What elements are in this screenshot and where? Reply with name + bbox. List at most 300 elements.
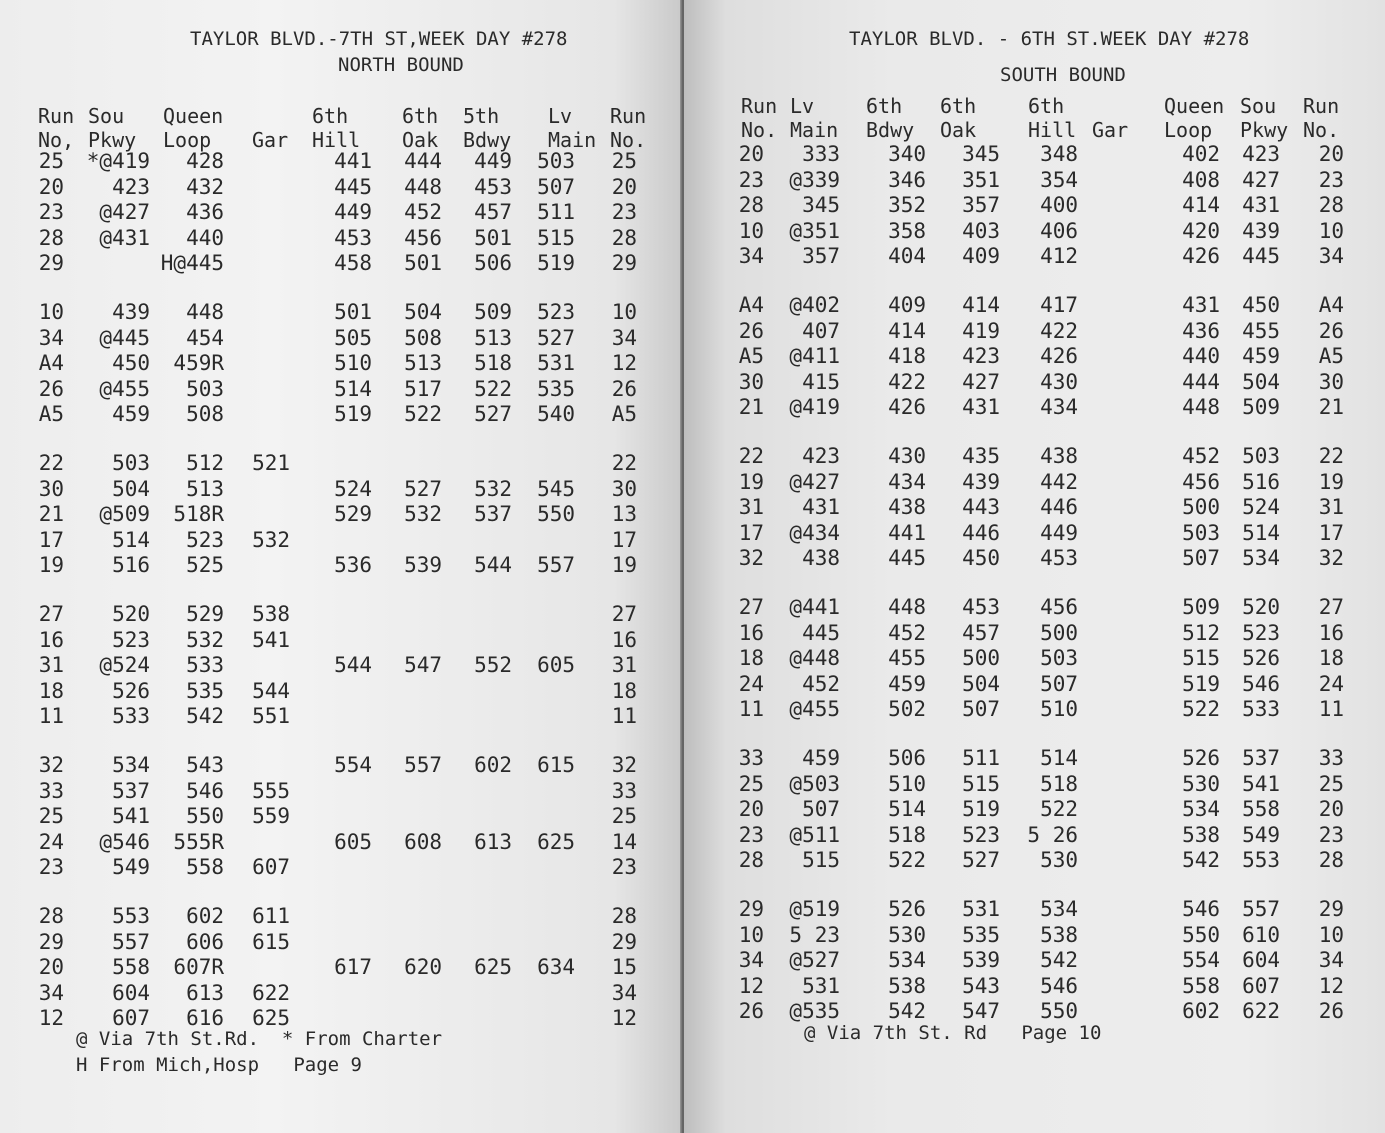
north-cell-col-5: 513 — [404, 351, 442, 375]
south-cell-col-1: @411 — [789, 344, 840, 368]
north-header-col-4-line-1: Hill — [312, 128, 361, 152]
south-cell-col-0: 25 — [738, 771, 764, 796]
south-cell-col-0: 17 — [738, 520, 764, 545]
north-cell-col-2: 436 — [186, 200, 224, 224]
south-cell-col-2: 352 — [888, 193, 926, 217]
south-cell-col-0: 18 — [738, 646, 764, 670]
north-cell-col-3: 532 — [252, 527, 290, 552]
north-cell-col-4: 554 — [334, 753, 372, 777]
north-cell-col-3: 611 — [252, 904, 290, 928]
south-cell-col-7: 553 — [1242, 848, 1280, 872]
north-cell-col-5: 527 — [404, 476, 442, 501]
south-cell-col-3: 435 — [962, 444, 1000, 468]
south-cell-col-6: 440 — [1182, 344, 1220, 368]
south-cell-col-3: 357 — [962, 193, 1000, 217]
south-cell-col-7: 537 — [1242, 746, 1280, 770]
south-cell-col-8: 19 — [1318, 469, 1344, 494]
south-title: TAYLOR BLVD. - 6TH ST.WEEK DAY #278 — [849, 28, 1250, 50]
north-cell-col-0: A4 — [38, 351, 64, 375]
north-cell-col-5: 501 — [404, 251, 442, 275]
north-header-col-1-line-0: Sou — [88, 104, 125, 128]
south-cell-col-3: 403 — [962, 218, 1000, 243]
south-cell-col-8: 23 — [1318, 167, 1344, 192]
north-cell-col-2: 525 — [186, 553, 224, 577]
north-cell-col-2: 503 — [186, 376, 224, 401]
north-cell-col-6: 518 — [474, 351, 512, 375]
south-header-col-2-line-1: Bdwy — [866, 118, 915, 142]
north-cell-col-0: 29 — [38, 251, 64, 275]
north-cell-col-7: 557 — [537, 553, 575, 577]
south-cell-col-8: 16 — [1318, 620, 1344, 645]
south-cell-col-6: 534 — [1182, 797, 1220, 821]
south-cell-col-2: 502 — [888, 697, 926, 721]
south-cell-col-1: @427 — [789, 469, 840, 494]
south-cell-col-2: 522 — [888, 848, 926, 872]
north-cell-col-4: 510 — [334, 351, 372, 375]
north-cell-col-8: 12 — [611, 1006, 637, 1030]
south-cell-col-1: 531 — [802, 973, 840, 998]
north-header-col-4-line-0: 6th — [312, 104, 349, 128]
north-cell-col-8: 31 — [611, 653, 637, 677]
south-cell-col-6: 436 — [1182, 318, 1220, 343]
north-cell-col-1: 557 — [112, 929, 150, 954]
north-cell-col-2: 555R — [173, 829, 224, 854]
south-cell-col-2: 514 — [888, 797, 926, 821]
south-cell-col-6: 426 — [1182, 244, 1220, 268]
south-cell-col-3: 527 — [962, 848, 1000, 872]
south-cell-col-2: 430 — [888, 444, 926, 468]
south-cell-col-6: 452 — [1182, 444, 1220, 468]
south-cell-col-7: 504 — [1242, 369, 1280, 394]
north-cell-col-0: 32 — [38, 753, 64, 777]
north-cell-col-1: 607 — [112, 1006, 150, 1030]
north-cell-col-7: 531 — [537, 351, 575, 375]
north-cell-col-2: 440 — [186, 225, 224, 250]
north-cell-col-4: 449 — [334, 200, 372, 224]
south-cell-col-8: 27 — [1318, 595, 1344, 619]
south-cell-col-8: 31 — [1318, 495, 1344, 519]
south-cell-col-3: 431 — [962, 395, 1000, 419]
south-cell-col-0: 30 — [738, 369, 764, 394]
south-cell-col-1: @519 — [789, 897, 840, 921]
north-cell-col-5: 508 — [404, 325, 442, 350]
south-cell-col-4: 434 — [1040, 395, 1078, 419]
south-cell-col-4: 530 — [1040, 848, 1078, 872]
south-cell-col-8: 22 — [1318, 444, 1344, 468]
south-cell-col-1: @535 — [789, 999, 840, 1023]
south-cell-col-7: 604 — [1242, 948, 1280, 972]
north-cell-col-0: 22 — [38, 451, 64, 475]
north-cell-col-0: 24 — [38, 829, 64, 854]
north-cell-col-5: 532 — [404, 502, 442, 526]
south-cell-col-2: 438 — [888, 495, 926, 519]
south-cell-col-7: 607 — [1242, 973, 1280, 998]
south-bound-page — [684, 0, 1385, 1133]
north-cell-col-1: 439 — [112, 300, 150, 324]
south-cell-col-6: 542 — [1182, 848, 1220, 872]
north-cell-col-1: 503 — [112, 451, 150, 475]
south-cell-col-4: 546 — [1040, 973, 1078, 998]
north-cell-col-8: 20 — [611, 174, 637, 199]
south-cell-col-6: 408 — [1182, 167, 1220, 192]
south-cell-col-4: 542 — [1040, 948, 1078, 972]
north-header-col-2-line-0: Queen — [163, 104, 224, 128]
south-cell-col-7: 546 — [1242, 671, 1280, 696]
north-cell-col-4: 605 — [334, 829, 372, 854]
south-cell-col-4: 348 — [1040, 142, 1078, 166]
north-cell-col-8: 29 — [611, 251, 637, 275]
south-header-col-1-line-0: Lv — [790, 94, 815, 118]
south-cell-col-7: 423 — [1242, 142, 1280, 166]
north-cell-col-3: 551 — [252, 704, 290, 728]
north-cell-col-8: 25 — [611, 804, 637, 828]
north-title: TAYLOR BLVD.-7TH ST,WEEK DAY #278 — [190, 28, 568, 50]
south-header-col-5-line-1: Gar — [1092, 118, 1129, 142]
south-cell-col-8: 26 — [1318, 318, 1344, 343]
north-cell-col-6: 453 — [474, 174, 512, 199]
north-cell-col-2: 428 — [186, 149, 224, 173]
south-cell-col-2: 445 — [888, 546, 926, 570]
north-cell-col-6: 537 — [474, 502, 512, 526]
north-cell-col-0: 25 — [38, 804, 64, 828]
north-cell-col-6: 532 — [474, 476, 512, 501]
south-cell-col-6: 444 — [1182, 369, 1220, 394]
south-cell-col-2: 455 — [888, 646, 926, 670]
north-cell-col-1: 537 — [112, 778, 150, 803]
north-cell-col-2: 513 — [186, 476, 224, 501]
north-cell-col-4: 453 — [334, 225, 372, 250]
south-cell-col-1: 507 — [802, 797, 840, 821]
south-cell-col-3: 439 — [962, 469, 1000, 494]
south-header-col-7-line-0: Sou — [1240, 94, 1277, 118]
south-cell-col-0: 12 — [738, 973, 764, 998]
north-cell-col-4: 536 — [334, 553, 372, 577]
south-cell-col-6: 546 — [1182, 897, 1220, 921]
south-cell-col-4: 550 — [1040, 999, 1078, 1023]
north-header-col-2-line-1: Loop — [163, 128, 212, 152]
south-cell-col-6: 550 — [1182, 922, 1220, 947]
north-cell-col-7: 507 — [537, 174, 575, 199]
south-cell-col-0: 28 — [738, 848, 764, 872]
south-cell-col-4: 5 26 — [1027, 822, 1078, 847]
north-cell-col-7: 625 — [537, 829, 575, 854]
south-cell-col-4: 442 — [1040, 469, 1078, 494]
south-cell-col-7: 439 — [1242, 218, 1280, 243]
south-cell-col-1: @339 — [789, 167, 840, 192]
south-cell-col-8: 20 — [1318, 142, 1344, 166]
south-cell-col-6: 526 — [1182, 746, 1220, 770]
north-cell-col-6: 509 — [474, 300, 512, 324]
south-subtitle: SOUTH BOUND — [1000, 64, 1126, 86]
north-cell-col-2: 508 — [186, 402, 224, 426]
north-cell-col-0: 16 — [38, 627, 64, 652]
north-cell-col-5: 517 — [404, 376, 442, 401]
south-cell-col-0: 20 — [738, 142, 764, 166]
south-cell-col-7: 427 — [1242, 167, 1280, 192]
north-cell-col-3: 541 — [252, 627, 290, 652]
north-cell-col-0: 17 — [38, 527, 64, 552]
south-cell-col-2: 534 — [888, 948, 926, 972]
north-cell-col-4: 524 — [334, 476, 372, 501]
north-cell-col-6: 544 — [474, 553, 512, 577]
north-cell-col-8: 28 — [611, 904, 637, 928]
south-cell-col-6: 522 — [1182, 697, 1220, 721]
south-cell-col-1: 515 — [802, 848, 840, 872]
south-cell-col-1: @402 — [789, 293, 840, 317]
south-cell-col-0: 11 — [738, 697, 764, 721]
south-cell-col-8: 17 — [1318, 520, 1344, 545]
south-cell-col-8: 33 — [1318, 746, 1344, 770]
north-cell-col-8: 34 — [611, 325, 637, 350]
south-cell-col-2: 506 — [888, 746, 926, 770]
south-cell-col-0: 20 — [738, 797, 764, 821]
north-cell-col-2: H@445 — [160, 251, 224, 275]
south-cell-col-3: 443 — [962, 495, 1000, 519]
north-cell-col-8: 27 — [611, 602, 637, 626]
south-cell-col-1: @441 — [789, 595, 840, 619]
north-header-col-1-line-1: Pkwy — [88, 128, 137, 152]
south-cell-col-7: 526 — [1242, 646, 1280, 670]
south-cell-col-3: 450 — [962, 546, 1000, 570]
south-cell-col-2: 448 — [888, 595, 926, 619]
south-header-col-8-line-0: Run — [1303, 94, 1340, 118]
north-cell-col-3: 555 — [252, 778, 290, 803]
south-cell-col-2: 538 — [888, 973, 926, 998]
north-cell-col-8: 14 — [611, 829, 637, 854]
north-cell-col-6: 552 — [474, 653, 512, 677]
south-cell-col-3: 414 — [962, 293, 1000, 317]
north-cell-col-1: 516 — [112, 553, 150, 577]
north-cell-col-8: 12 — [611, 351, 637, 375]
south-cell-col-7: 534 — [1242, 546, 1280, 570]
north-cell-col-5: 608 — [404, 829, 442, 854]
north-header-col-5-line-1: Oak — [402, 128, 439, 152]
south-cell-col-8: 34 — [1318, 244, 1344, 268]
north-cell-col-3: 615 — [252, 929, 290, 954]
north-cell-col-1: *@419 — [86, 149, 150, 173]
south-cell-col-4: 510 — [1040, 697, 1078, 721]
south-footnote-1: @ Via 7th St. Rd Page 10 — [804, 1022, 1102, 1044]
south-cell-col-4: 406 — [1040, 218, 1078, 243]
south-cell-col-4: 503 — [1040, 646, 1078, 670]
north-cell-col-2: 616 — [186, 1006, 224, 1030]
north-cell-col-8: 25 — [611, 149, 637, 173]
south-cell-col-4: 412 — [1040, 244, 1078, 268]
north-cell-col-2: 529 — [186, 602, 224, 626]
south-header-col-0-line-0: Run — [741, 94, 778, 118]
south-cell-col-2: 426 — [888, 395, 926, 419]
north-cell-col-4: 519 — [334, 402, 372, 426]
south-cell-col-1: @419 — [789, 395, 840, 419]
south-cell-col-0: 26 — [738, 999, 764, 1023]
north-cell-col-7: 540 — [537, 402, 575, 426]
north-cell-col-1: 504 — [112, 476, 150, 501]
south-cell-col-2: 418 — [888, 344, 926, 368]
south-cell-col-7: 514 — [1242, 520, 1280, 545]
north-cell-col-8: 28 — [611, 225, 637, 250]
north-cell-col-1: 534 — [112, 753, 150, 777]
north-cell-col-4: 458 — [334, 251, 372, 275]
north-cell-col-0: 18 — [38, 678, 64, 703]
south-cell-col-4: 456 — [1040, 595, 1078, 619]
north-cell-col-3: 521 — [252, 451, 290, 475]
north-cell-col-8: 19 — [611, 553, 637, 577]
north-cell-col-4: 445 — [334, 174, 372, 199]
south-cell-col-2: 452 — [888, 620, 926, 645]
north-cell-col-2: 523 — [186, 527, 224, 552]
north-cell-col-5: 452 — [404, 200, 442, 224]
north-cell-col-6: 527 — [474, 402, 512, 426]
north-cell-col-0: 11 — [38, 704, 64, 728]
south-cell-col-3: 351 — [962, 167, 1000, 192]
south-cell-col-4: 514 — [1040, 746, 1078, 770]
south-cell-col-3: 423 — [962, 344, 1000, 368]
north-cell-col-8: 22 — [611, 451, 637, 475]
south-cell-col-6: 431 — [1182, 293, 1220, 317]
north-cell-col-8: 16 — [611, 627, 637, 652]
south-cell-col-2: 518 — [888, 822, 926, 847]
north-cell-col-4: 514 — [334, 376, 372, 401]
south-cell-col-3: 535 — [962, 922, 1000, 947]
north-cell-col-3: 538 — [252, 602, 290, 626]
north-cell-col-6: 513 — [474, 325, 512, 350]
north-cell-col-1: 553 — [112, 904, 150, 928]
south-cell-col-3: 511 — [962, 746, 1000, 770]
south-cell-col-2: 404 — [888, 244, 926, 268]
north-cell-col-0: 28 — [38, 225, 64, 250]
north-cell-col-8: 23 — [611, 200, 637, 224]
north-cell-col-6: 449 — [474, 149, 512, 173]
north-cell-col-1: @455 — [99, 376, 150, 401]
south-cell-col-4: 518 — [1040, 771, 1078, 796]
south-cell-col-3: 539 — [962, 948, 1000, 972]
north-cell-col-6: 602 — [474, 753, 512, 777]
north-header-col-3-line-1: Gar — [252, 128, 289, 152]
south-cell-col-3: 419 — [962, 318, 1000, 343]
south-cell-col-2: 358 — [888, 218, 926, 243]
north-cell-col-2: 602 — [186, 904, 224, 928]
north-cell-col-3: 559 — [252, 804, 290, 828]
south-cell-col-8: 11 — [1318, 697, 1344, 721]
north-cell-col-8: 29 — [611, 929, 637, 954]
north-cell-col-2: 546 — [186, 778, 224, 803]
south-cell-col-0: 27 — [738, 595, 764, 619]
north-cell-col-0: 30 — [38, 476, 64, 501]
north-header-col-8-line-0: Run — [610, 104, 647, 128]
north-header-col-6-line-0: 5th — [463, 104, 500, 128]
north-cell-col-1: 604 — [112, 980, 150, 1005]
north-cell-col-0: 28 — [38, 904, 64, 928]
south-cell-col-7: 459 — [1242, 344, 1280, 368]
south-cell-col-0: 26 — [738, 318, 764, 343]
south-cell-col-4: 500 — [1040, 620, 1078, 645]
south-cell-col-0: 32 — [738, 546, 764, 570]
south-cell-col-8: 20 — [1318, 797, 1344, 821]
south-cell-col-2: 409 — [888, 293, 926, 317]
south-cell-col-8: 25 — [1318, 771, 1344, 796]
north-cell-col-4: 617 — [334, 955, 372, 979]
south-cell-col-1: @503 — [789, 771, 840, 796]
north-cell-col-2: 532 — [186, 627, 224, 652]
north-cell-col-0: 20 — [38, 174, 64, 199]
north-footnote-2: H From Mich,Hosp Page 9 — [76, 1054, 362, 1076]
south-cell-col-3: 345 — [962, 142, 1000, 166]
north-cell-col-5: 504 — [404, 300, 442, 324]
north-cell-col-0: 34 — [38, 325, 64, 350]
south-cell-col-6: 420 — [1182, 218, 1220, 243]
north-cell-col-7: 615 — [537, 753, 575, 777]
south-cell-col-1: 5 23 — [789, 922, 840, 947]
south-cell-col-3: 531 — [962, 897, 1000, 921]
north-cell-col-7: 515 — [537, 225, 575, 250]
south-header-col-4-line-0: 6th — [1028, 94, 1065, 118]
south-cell-col-8: 32 — [1318, 546, 1344, 570]
south-cell-col-0: 29 — [738, 897, 764, 921]
north-cell-col-4: 441 — [334, 149, 372, 173]
south-cell-col-7: 509 — [1242, 395, 1280, 419]
south-cell-col-3: 519 — [962, 797, 1000, 821]
south-cell-col-6: 414 — [1182, 193, 1220, 217]
south-cell-col-7: 431 — [1242, 193, 1280, 217]
north-cell-col-0: 25 — [38, 149, 64, 173]
south-cell-col-4: 538 — [1040, 922, 1078, 947]
south-cell-col-1: 438 — [802, 546, 840, 570]
south-cell-col-7: 557 — [1242, 897, 1280, 921]
north-cell-col-7: 545 — [537, 476, 575, 501]
north-cell-col-0: 19 — [38, 553, 64, 577]
south-cell-col-0: 34 — [738, 948, 764, 972]
north-cell-col-1: @427 — [99, 200, 150, 224]
south-cell-col-8: A4 — [1318, 293, 1344, 317]
south-cell-col-3: 504 — [962, 671, 1000, 696]
south-cell-col-7: 520 — [1242, 595, 1280, 619]
north-cell-col-2: 533 — [186, 653, 224, 677]
south-header-col-2-line-0: 6th — [866, 94, 903, 118]
south-cell-col-7: 541 — [1242, 771, 1280, 796]
north-cell-col-4: 544 — [334, 653, 372, 677]
south-cell-col-4: 453 — [1040, 546, 1078, 570]
north-cell-col-0: 29 — [38, 929, 64, 954]
south-cell-col-8: 12 — [1318, 973, 1344, 998]
north-cell-col-5: 456 — [404, 225, 442, 250]
south-cell-col-6: 558 — [1182, 973, 1220, 998]
south-cell-col-1: 431 — [802, 495, 840, 519]
south-cell-col-0: 23 — [738, 167, 764, 192]
south-cell-col-6: 503 — [1182, 520, 1220, 545]
south-cell-col-4: 422 — [1040, 318, 1078, 343]
south-cell-col-4: 522 — [1040, 797, 1078, 821]
south-cell-col-2: 346 — [888, 167, 926, 192]
north-cell-col-6: 457 — [474, 200, 512, 224]
north-cell-col-1: 520 — [112, 602, 150, 626]
south-cell-col-8: 28 — [1318, 848, 1344, 872]
north-cell-col-8: 10 — [611, 300, 637, 324]
north-cell-col-7: 605 — [537, 653, 575, 677]
south-cell-col-8: 10 — [1318, 218, 1344, 243]
south-cell-col-6: 456 — [1182, 469, 1220, 494]
north-cell-col-6: 613 — [474, 829, 512, 854]
north-cell-col-8: 15 — [611, 955, 637, 979]
north-cell-col-0: 34 — [38, 980, 64, 1005]
north-header-col-5-line-0: 6th — [402, 104, 439, 128]
south-cell-col-0: 33 — [738, 746, 764, 770]
south-cell-col-1: @511 — [789, 822, 840, 847]
north-cell-col-2: 613 — [186, 980, 224, 1005]
north-cell-col-3: 622 — [252, 980, 290, 1005]
north-cell-col-0: 27 — [38, 602, 64, 626]
south-cell-col-6: 554 — [1182, 948, 1220, 972]
south-cell-col-7: 450 — [1242, 293, 1280, 317]
